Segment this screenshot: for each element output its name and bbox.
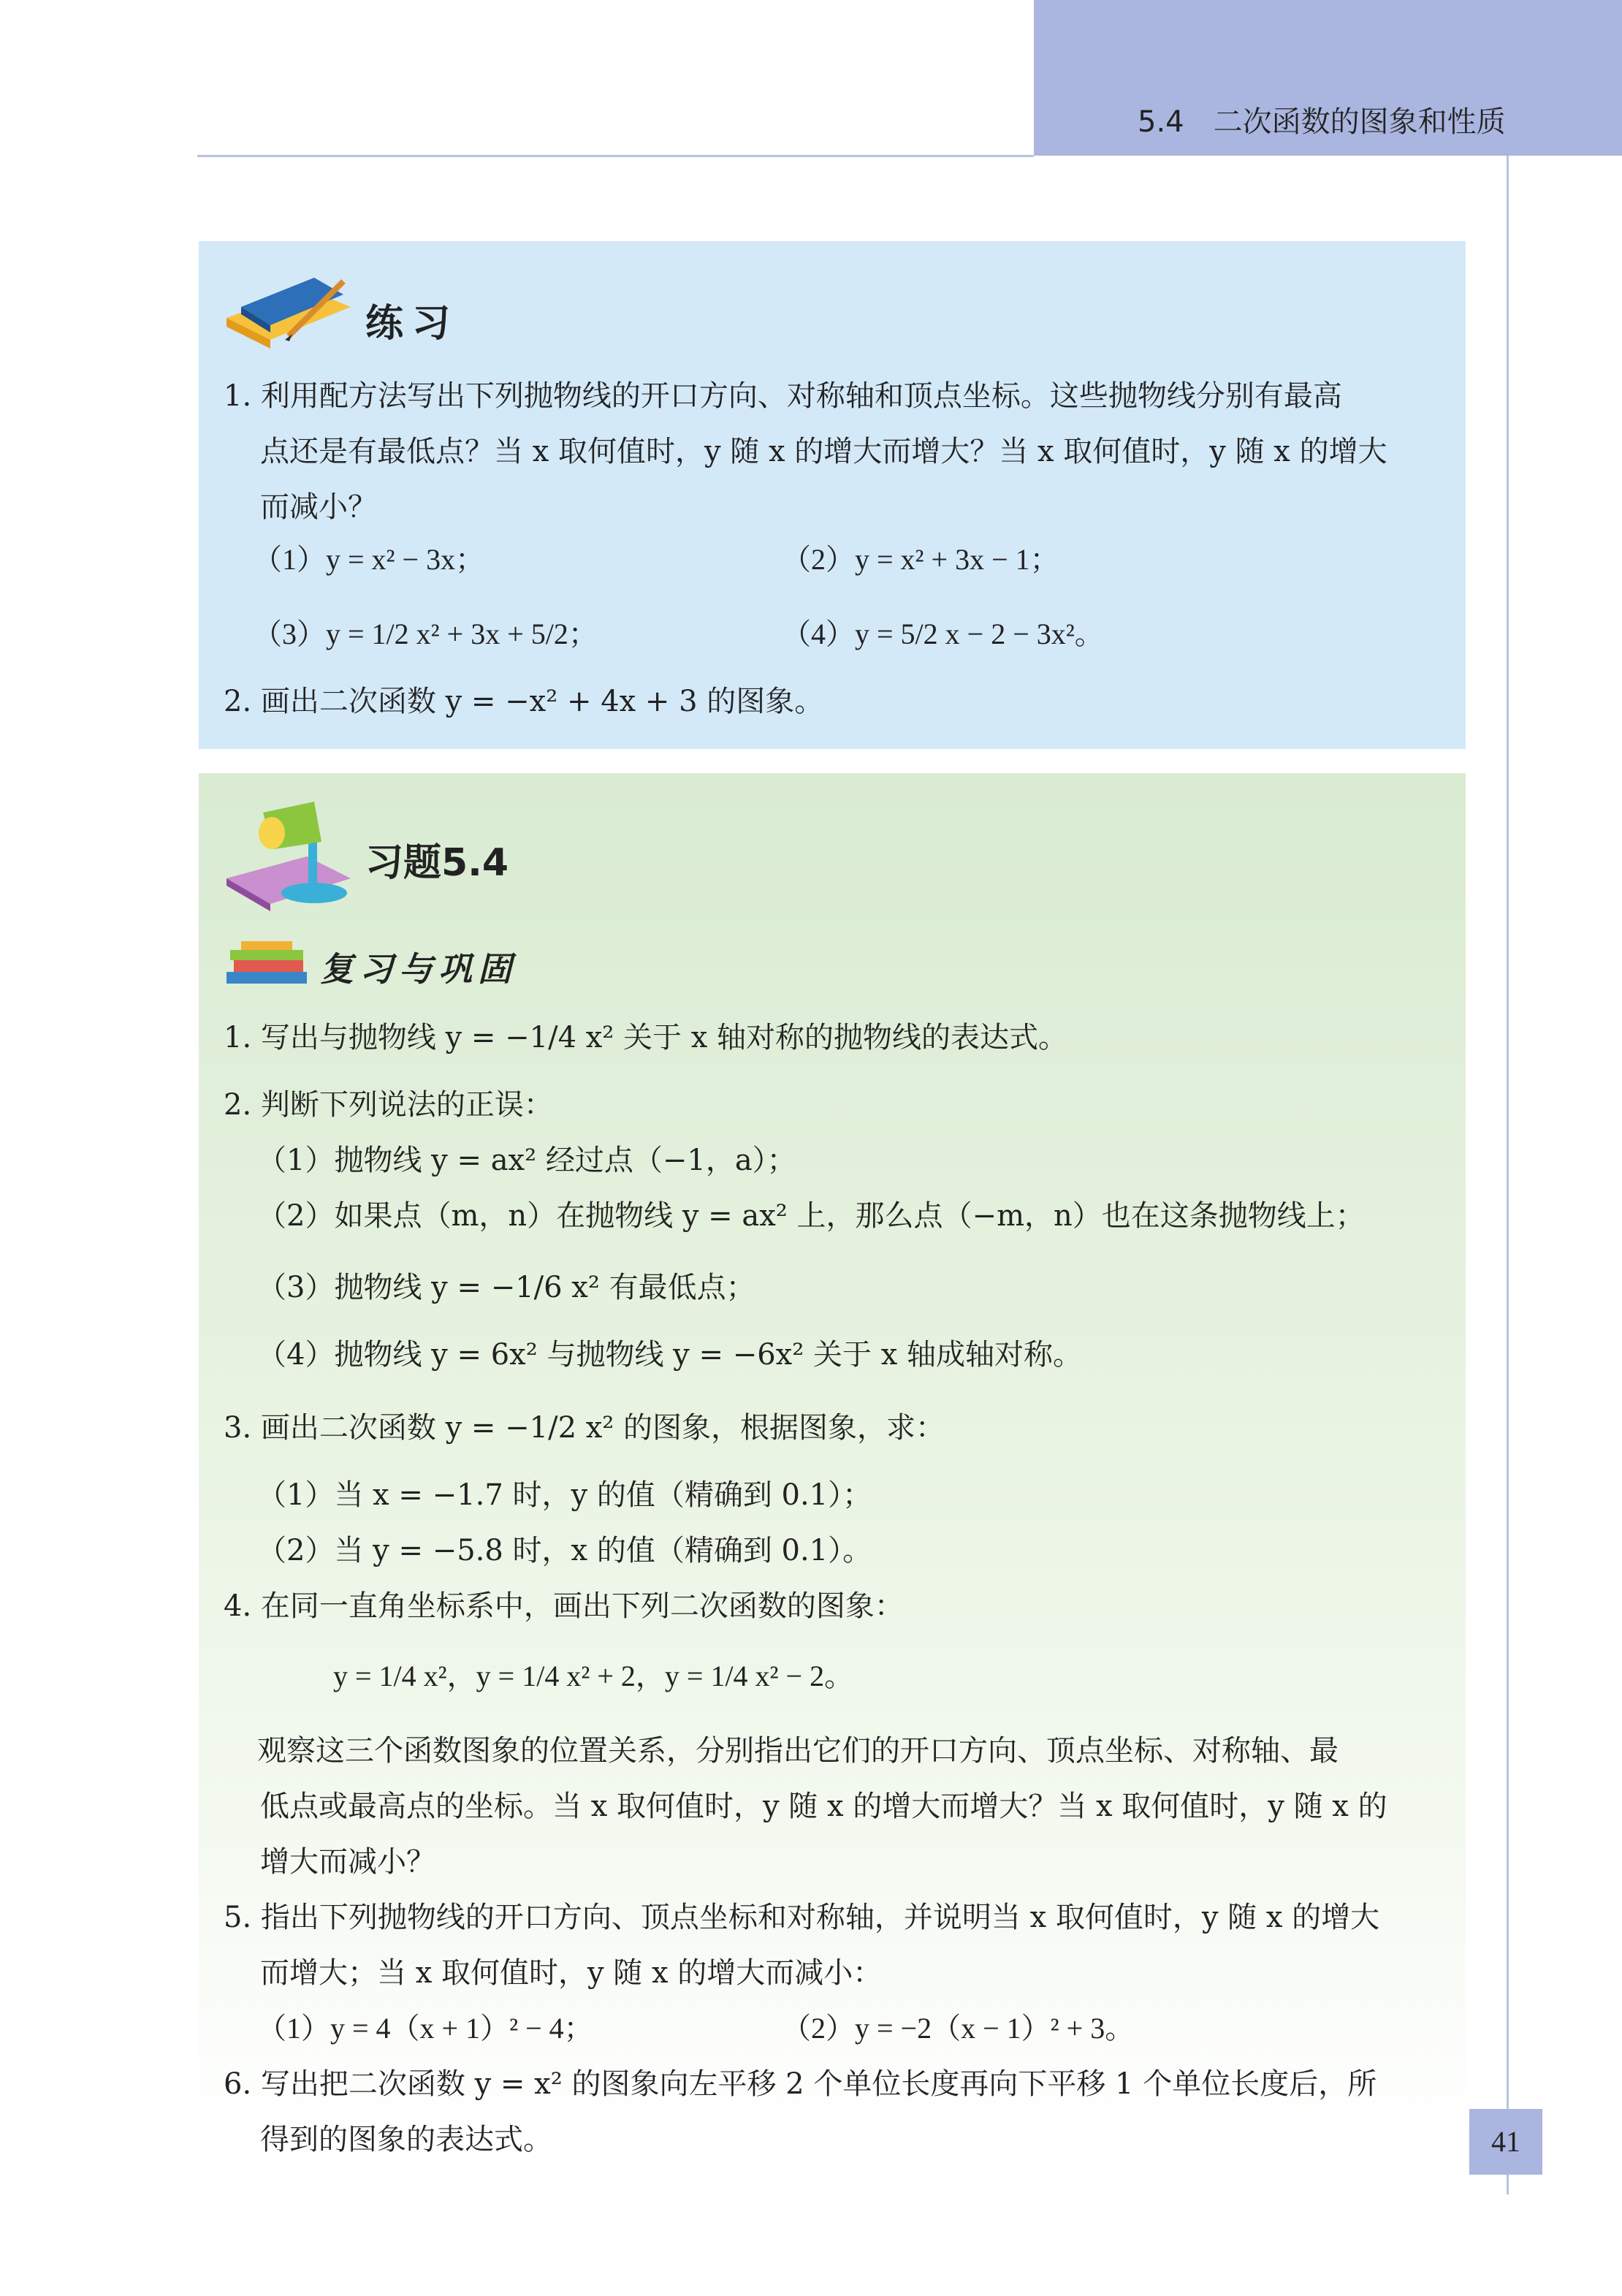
homework-line: （2）当 y = −5.8 时，x 的值（精确到 0.1）。 <box>257 1534 872 1567</box>
practice-line: 1. 利用配方法写出下列抛物线的开口方向、对称轴和顶点坐标。这些抛物线分别有最高 <box>224 379 1342 413</box>
homework-line: 2. 判断下列说法的正误： <box>224 1088 553 1122</box>
practice-line: 而减小？ <box>260 490 377 524</box>
stacked-books-icon <box>219 935 314 994</box>
practice-item: （3）y = 1/2 x² + 3x + 5/2； <box>253 617 598 650</box>
homework-line: 6. 写出把二次函数 y = x² 的图象向左平移 2 个单位长度再向下平移 1 个单位长度后，所 <box>224 2067 1377 2101</box>
practice-title: 练习 <box>365 302 460 346</box>
homework-line: （1）抛物线 y = ax² 经过点（−1，a）； <box>257 1144 796 1177</box>
homework-line: 3. 画出二次函数 y = −1/2 x² 的图象，根据图象，求： <box>224 1411 945 1445</box>
homework-item: （1）y = 4（x + 1）² − 4； <box>257 2012 593 2045</box>
homework-formula: y = 1/4 x²，y = 1/4 x² + 2，y = 1/4 x² − 2。 <box>333 1660 854 1692</box>
homework-title: 习题5.4 <box>365 841 509 885</box>
homework-line: （1）当 x = −1.7 时，y 的值（精确到 0.1）； <box>257 1478 872 1512</box>
page-number: 41 <box>1469 2109 1542 2175</box>
homework-line: （3）抛物线 y = −1/6 x² 有最低点； <box>257 1271 755 1304</box>
notebook-pencil-icon <box>219 267 358 362</box>
homework-line: 1. 写出与抛物线 y = −1/4 x² 关于 x 轴对称的抛物线的表达式。 <box>224 1021 1068 1054</box>
homework-line: 而增大；当 x 取何值时，y 随 x 的增大而减小： <box>260 1956 883 1990</box>
homework-line: （4）抛物线 y = 6x² 与抛物线 y = −6x² 关于 x 轴成轴对称。 <box>257 1338 1082 1372</box>
homework-line: 增大而减小？ <box>260 1845 435 1879</box>
practice-item: （2）y = x² + 3x − 1； <box>782 543 1059 576</box>
homework-line: 低点或最高点的坐标。当 x 取何值时，y 随 x 的增大而增大？当 x 取何值时，y 随 x 的 <box>260 1790 1387 1823</box>
review-title: 复习与巩固 <box>320 949 517 989</box>
practice-item: （4）y = 5/2 x − 2 − 3x²。 <box>782 617 1104 650</box>
section-title: 5.4 二次函数的图象和性质 <box>1138 105 1506 139</box>
homework-line: 4. 在同一直角坐标系中，画出下列二次函数的图象： <box>224 1589 904 1623</box>
homework-line: 得到的图象的表达式。 <box>260 2123 552 2156</box>
practice-line: 2. 画出二次函数 y = −x² + 4x + 3 的图象。 <box>224 685 824 718</box>
homework-item: （2）y = −2（x − 1）² + 3。 <box>782 2012 1135 2045</box>
homework-line: 5. 指出下列抛物线的开口方向、顶点坐标和对称轴，并说明当 x 取何值时，y 随 x 的增大 <box>224 1901 1380 1934</box>
practice-line: 点还是有最低点？当 x 取何值时，y 随 x 的增大而增大？当 x 取何值时，y 随 x 的增大 <box>260 435 1387 468</box>
homework-line: （2）如果点（m，n）在抛物线 y = ax² 上，那么点（−m，n）也在这条抛物线上； <box>257 1199 1365 1233</box>
homework-line: 观察这三个函数图象的位置关系，分别指出它们的开口方向、顶点坐标、对称轴、最 <box>257 1734 1339 1768</box>
side-rule <box>1507 156 1509 2194</box>
header-rule <box>197 155 1034 157</box>
lamp-book-icon <box>219 798 358 915</box>
practice-item: （1）y = x² − 3x； <box>253 543 485 576</box>
